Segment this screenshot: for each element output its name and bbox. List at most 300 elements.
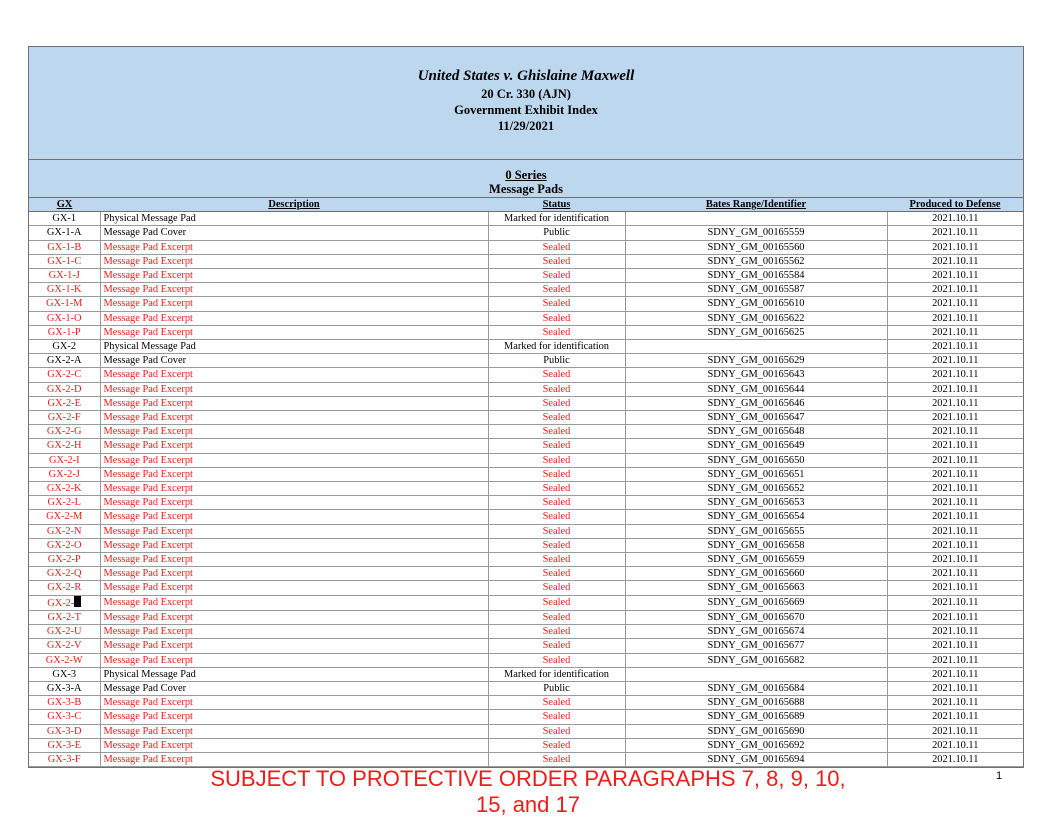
table-row [29,325,1023,339]
cell-status-text: Sealed [542,454,571,466]
cell-gx [29,411,100,425]
cell-description-text: Message Pad Excerpt [103,454,193,466]
cell-description [100,368,488,382]
cell-description [100,610,488,624]
cell-description [100,325,488,339]
cell-description [100,439,488,453]
cell-description-text: Message Pad Excerpt [103,270,193,282]
cell-produced-text: 2021.10.11 [932,554,979,566]
cell-bates [625,681,887,695]
cell-gx-text: GX-2-G [46,426,82,438]
table-row [29,482,1023,496]
cell-gx-text: GX-2-T [47,611,81,623]
cell-description-text: Message Pad Excerpt [103,539,193,551]
cell-status-text: Sealed [542,640,571,652]
cell-bates-text: SDNY_GM_00165670 [707,611,805,623]
cell-gx-text: GX-2-I [48,454,80,466]
cell-produced [887,482,1023,496]
cell-produced [887,382,1023,396]
table-row [29,653,1023,667]
cell-gx-text: GX-2-C [47,369,82,381]
cell-produced [887,325,1023,339]
cell-status-text: Sealed [542,711,571,723]
cell-bates [625,625,887,639]
cell-gx [29,595,100,610]
cell-gx [29,653,100,667]
cell-description-text: Message Pad Excerpt [103,284,193,296]
cell-produced-text: 2021.10.11 [932,440,979,452]
cell-description [100,667,488,681]
cell-description [100,283,488,297]
cell-gx [29,240,100,254]
cell-description [100,625,488,639]
cell-status [488,325,625,339]
cell-status [488,439,625,453]
cell-produced-text: 2021.10.11 [932,468,979,480]
cell-description [100,696,488,710]
cell-produced-text: 2021.10.11 [932,326,979,338]
table-header-row [29,198,1023,212]
cell-bates [625,553,887,567]
cell-bates-text: SDNY_GM_00165690 [707,725,805,737]
cell-description [100,595,488,610]
cell-gx [29,696,100,710]
cell-produced [887,340,1023,354]
cell-status [488,524,625,538]
cell-bates [625,496,887,510]
cell-status-text: Sealed [542,468,571,480]
cell-produced-text: 2021.10.11 [932,255,979,267]
table-row [29,724,1023,738]
cell-bates [625,382,887,396]
cell-description-text: Message Pad Excerpt [103,568,193,580]
cell-gx [29,581,100,595]
cell-description [100,226,488,240]
cell-gx-text: GX-2-A [46,355,82,367]
table-row [29,567,1023,581]
index-date: 11/29/2021 [497,119,555,133]
cell-status-text: Sealed [542,298,571,310]
cell-status [488,226,625,240]
cell-description [100,639,488,653]
cell-produced-text: 2021.10.11 [932,640,979,652]
cell-gx-text: GX-1-P [47,326,81,338]
cell-gx-text: GX-1-B [47,241,82,253]
cell-description-text: Message Pad Excerpt [103,654,193,666]
cell-gx [29,496,100,510]
cell-produced [887,710,1023,724]
cell-status [488,710,625,724]
cell-status-text: Sealed [542,725,571,737]
cell-description-text: Message Pad Excerpt [103,312,193,324]
cell-bates [625,297,887,311]
cell-bates-text: SDNY_GM_00165648 [707,426,805,438]
cell-status-text: Sealed [542,539,571,551]
cell-gx-text: GX-2-P [47,554,81,566]
cell-bates [625,425,887,439]
cell-status-text: Sealed [542,497,571,509]
cell-gx [29,396,100,410]
series-subtitle: Message Pads [489,182,563,196]
cell-description [100,710,488,724]
cell-bates [625,581,887,595]
cell-gx [29,567,100,581]
cell-description-text: Message Pad Excerpt [103,582,193,594]
cell-status-text: Sealed [542,241,571,253]
cell-status-text: Sealed [542,611,571,623]
cell-bates [625,724,887,738]
cell-gx [29,212,100,226]
cell-status-text: Marked for identification [503,668,610,680]
cell-bates-text: SDNY_GM_00165654 [707,511,805,523]
cell-produced-text: 2021.10.11 [932,654,979,666]
cell-gx-text: GX-1-A [46,227,82,239]
cell-status-text: Marked for identification [503,341,610,353]
cell-bates-text: SDNY_GM_00165692 [707,739,805,751]
cell-bates-text: SDNY_GM_00165629 [707,355,805,367]
cell-status [488,553,625,567]
cell-description-text: Message Pad Excerpt [103,554,193,566]
column-header-bates: Bates Range/Identifier [625,198,887,212]
cell-gx-text: GX-2- [47,597,75,609]
cell-bates [625,639,887,653]
cell-description [100,411,488,425]
table-row [29,524,1023,538]
cell-status [488,453,625,467]
cell-bates [625,439,887,453]
cell-bates [625,354,887,368]
cell-produced-text: 2021.10.11 [932,682,979,694]
index-title: Government Exhibit Index [454,103,598,117]
cell-status [488,567,625,581]
cell-description [100,581,488,595]
table-row [29,411,1023,425]
cell-description [100,510,488,524]
cell-bates [625,368,887,382]
table-row [29,340,1023,354]
cell-status [488,510,625,524]
cell-gx-text: GX-1-J [48,270,80,282]
cell-status-text: Sealed [542,654,571,666]
cell-status [488,368,625,382]
cell-gx [29,738,100,752]
cell-gx-text: GX-2-J [48,468,80,480]
cell-gx [29,311,100,325]
cell-status [488,752,625,766]
cell-produced [887,411,1023,425]
cell-status [488,681,625,695]
cell-produced-text: 2021.10.11 [932,355,979,367]
cell-status [488,311,625,325]
cell-status-text: Sealed [542,270,571,282]
cell-bates [625,510,887,524]
table-row [29,581,1023,595]
cell-description-text: Message Pad Excerpt [103,326,193,338]
table-row [29,425,1023,439]
cell-status [488,482,625,496]
cell-bates-text: SDNY_GM_00165622 [707,312,805,324]
cell-gx-text: GX-2-U [46,626,82,638]
cell-status [488,411,625,425]
cell-bates-text: SDNY_GM_00165643 [707,369,805,381]
cell-status-text: Sealed [542,284,571,296]
table-row [29,453,1023,467]
cell-produced [887,467,1023,481]
cell-bates [625,240,887,254]
cell-bates-text: SDNY_GM_00165649 [707,440,805,452]
cell-bates-text: SDNY_GM_00165655 [707,525,805,537]
cell-status-text: Sealed [542,525,571,537]
table-row [29,439,1023,453]
cell-gx-text: GX-1-M [46,298,83,310]
cell-description [100,212,488,226]
cell-bates-text: SDNY_GM_00165694 [707,753,805,765]
cell-gx [29,269,100,283]
cell-bates [625,595,887,610]
cell-status [488,696,625,710]
cell-bates [625,738,887,752]
cell-produced-text: 2021.10.11 [932,298,979,310]
cell-bates [625,752,887,766]
cell-bates-text: SDNY_GM_00165652 [707,483,805,495]
cell-bates-text: SDNY_GM_00165650 [707,454,805,466]
cell-description-text: Message Pad Cover [103,355,187,367]
cell-gx-text: GX-2-R [47,582,82,594]
table-row [29,297,1023,311]
table-row [29,254,1023,268]
cell-status [488,382,625,396]
cell-bates-text: SDNY_GM_00165651 [707,468,805,480]
cell-status [488,610,625,624]
cell-produced [887,212,1023,226]
cell-gx [29,340,100,354]
cell-status [488,625,625,639]
table-row [29,283,1023,297]
cell-produced [887,738,1023,752]
redaction-block [74,596,81,607]
cell-status [488,240,625,254]
cell-status [488,724,625,738]
cell-status-text: Sealed [542,326,571,338]
cell-gx-text: GX-3-A [46,682,82,694]
table-row [29,269,1023,283]
cell-bates [625,653,887,667]
cell-description [100,538,488,552]
cell-produced [887,297,1023,311]
cell-status [488,653,625,667]
cell-produced-text: 2021.10.11 [932,369,979,381]
cell-bates-text: SDNY_GM_00165560 [707,241,805,253]
case-title: United States v. Ghislaine Maxwell [417,68,635,84]
cell-gx-text: GX-1 [52,213,77,225]
cell-produced-text: 2021.10.11 [932,582,979,594]
cell-status [488,581,625,595]
cell-description-text: Message Pad Excerpt [103,711,193,723]
table-row [29,382,1023,396]
cell-produced [887,553,1023,567]
cell-produced-text: 2021.10.11 [932,412,979,424]
cell-description [100,653,488,667]
cell-bates [625,667,887,681]
cell-produced-text: 2021.10.11 [932,497,979,509]
cell-gx [29,724,100,738]
table-row [29,696,1023,710]
cell-produced-text: 2021.10.11 [932,668,979,680]
cell-status [488,340,625,354]
cell-status-text: Sealed [542,554,571,566]
cell-bates [625,524,887,538]
cell-status [488,354,625,368]
cell-produced-text: 2021.10.11 [932,270,979,282]
cell-produced [887,283,1023,297]
table-row [29,212,1023,226]
cell-produced [887,510,1023,524]
cell-status [488,738,625,752]
cell-produced [887,752,1023,766]
case-number: 20 Cr. 330 (AJN) [481,87,571,101]
cell-gx [29,752,100,766]
column-header-produced: Produced to Defense [887,198,1023,212]
cell-status-text: Sealed [542,511,571,523]
cell-description-text: Message Pad Excerpt [103,369,193,381]
cell-produced-text: 2021.10.11 [932,397,979,409]
cell-gx-text: GX-3-B [47,697,82,709]
cell-status-text: Sealed [542,582,571,594]
cell-gx [29,667,100,681]
cell-gx [29,382,100,396]
cell-bates [625,340,887,354]
table-row [29,240,1023,254]
cell-description-text: Message Pad Excerpt [103,483,193,495]
cell-produced-text: 2021.10.11 [932,383,979,395]
cell-produced-text: 2021.10.11 [932,241,979,253]
cell-bates-text: SDNY_GM_00165689 [707,711,805,723]
cell-produced [887,254,1023,268]
cell-bates [625,467,887,481]
table-row [29,738,1023,752]
cell-description [100,254,488,268]
cell-bates-text: SDNY_GM_00165659 [707,554,805,566]
cell-gx [29,283,100,297]
cell-description-text: Message Pad Excerpt [103,525,193,537]
cell-status-text: Sealed [542,739,571,751]
cell-status-text: Sealed [542,397,571,409]
cell-gx [29,553,100,567]
exhibit-index-document [28,46,1024,768]
table-row [29,311,1023,325]
cell-produced-text: 2021.10.11 [932,739,979,751]
column-header-description: Description [100,198,488,212]
cell-produced-text: 2021.10.11 [932,511,979,523]
cell-gx-text: GX-3-F [47,753,81,765]
cell-produced [887,610,1023,624]
cell-description-text: Message Pad Excerpt [103,640,193,652]
series-heading [29,160,1023,198]
cell-produced [887,524,1023,538]
cell-bates-text: SDNY_GM_00165677 [707,640,805,652]
cell-bates-text: SDNY_GM_00165658 [707,539,805,551]
cell-produced [887,581,1023,595]
cell-description [100,738,488,752]
cell-gx-text: GX-2-W [45,654,83,666]
table-row [29,354,1023,368]
cell-description-text: Physical Message Pad [103,668,196,680]
cell-status-text: Marked for identification [503,213,610,225]
cell-gx [29,439,100,453]
cell-status [488,538,625,552]
column-header-status: Status [488,198,625,212]
cell-produced [887,226,1023,240]
cell-bates-text: SDNY_GM_00165674 [707,626,805,638]
cell-status-text: Sealed [542,697,571,709]
cell-gx [29,482,100,496]
cell-gx [29,297,100,311]
cell-status-text: Sealed [542,753,571,765]
cell-status-text: Public [543,227,570,239]
series-name: 0 Series [505,168,547,182]
cell-produced [887,681,1023,695]
cell-description [100,425,488,439]
cell-produced [887,425,1023,439]
cell-gx-text: GX-2-L [47,497,81,509]
cell-description-text: Message Pad Excerpt [103,611,193,623]
cell-gx-text: GX-2-V [46,640,82,652]
cell-gx-text: GX-2-M [46,511,83,523]
cell-status [488,212,625,226]
cell-produced-text: 2021.10.11 [932,525,979,537]
cell-gx-text: GX-2-O [46,539,82,551]
cell-produced [887,269,1023,283]
cell-description-text: Physical Message Pad [103,341,196,353]
cell-produced-text: 2021.10.11 [932,341,979,353]
cell-status [488,467,625,481]
cell-description-text: Message Pad Excerpt [103,626,193,638]
table-row [29,553,1023,567]
cell-status-text: Sealed [542,426,571,438]
cell-gx [29,425,100,439]
cell-produced-text: 2021.10.11 [932,568,979,580]
cell-description-text: Message Pad Excerpt [103,511,193,523]
cell-gx [29,354,100,368]
cell-description-text: Message Pad Excerpt [103,412,193,424]
cell-bates-text: SDNY_GM_00165562 [707,255,805,267]
cell-bates [625,226,887,240]
table-row [29,368,1023,382]
cell-produced [887,496,1023,510]
cell-gx-text: GX-1-O [46,312,82,324]
cell-gx-text: GX-2-K [46,483,82,495]
cell-status-text: Sealed [542,412,571,424]
cell-status [488,297,625,311]
cell-bates [625,325,887,339]
cell-status-text: Sealed [542,440,571,452]
cell-produced [887,354,1023,368]
column-header-gx: GX [29,198,100,212]
cell-bates [625,396,887,410]
cell-bates [625,567,887,581]
cell-status-text: Sealed [542,255,571,267]
document-header [29,47,1023,160]
cell-description [100,752,488,766]
cell-bates [625,212,887,226]
cell-gx [29,610,100,624]
cell-bates-text: SDNY_GM_00165644 [707,383,805,395]
cell-gx-text: GX-1-C [47,255,82,267]
cell-bates-text: SDNY_GM_00165587 [707,284,805,296]
cell-produced [887,724,1023,738]
cell-description-text: Message Pad Excerpt [103,739,193,751]
cell-bates [625,710,887,724]
